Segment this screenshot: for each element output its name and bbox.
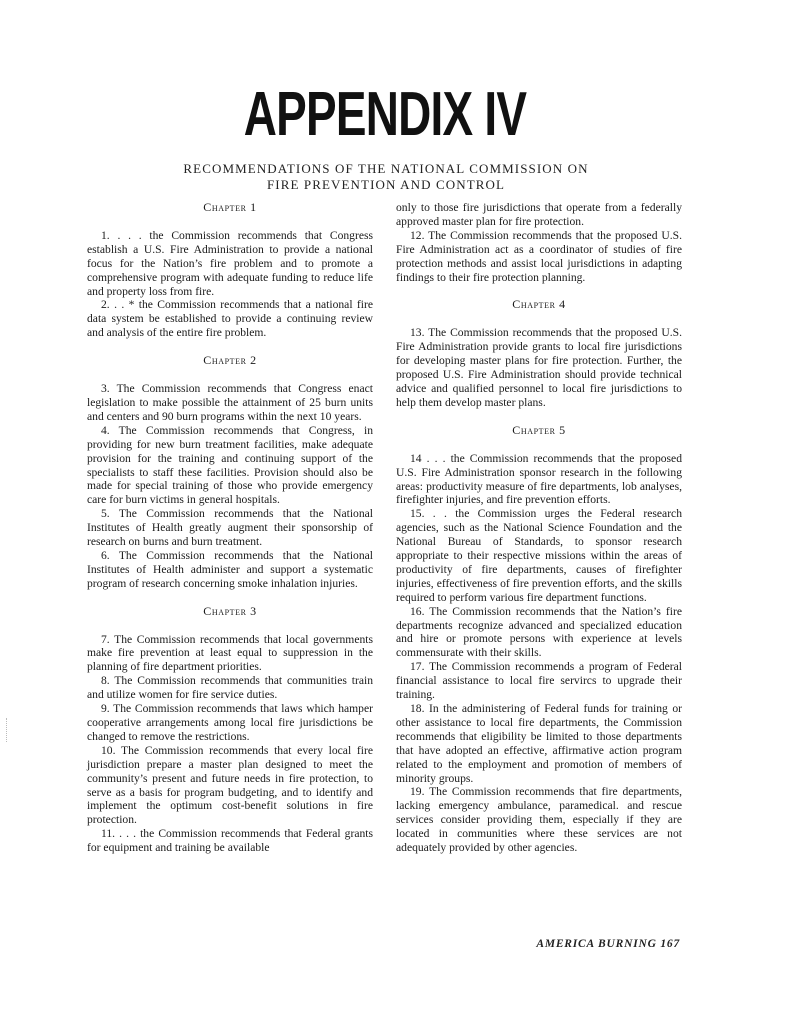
recommendation-17: 17. The Commission recommends a program of Federal financial assistance to local fire servircs to upgrade their training. <box>396 660 682 702</box>
recommendation-19: 19. The Commission recommends that fire departments, lacking emergency ambulance, paramedical. and rescue services consider providing them, especially if they are located in communities where these services are not adequately provided by other agencies. <box>396 785 682 855</box>
subtitle-line-1: RECOMMENDATIONS OF THE NATIONAL COMMISSION ON <box>183 161 589 176</box>
chapter-1-heading: Chapter 1 <box>203 200 257 214</box>
recommendation-15: 15. . . the Commission urges the Federal research agencies, such as the National Science Foundation and the National Bureau of Standards, to sponsor research appropriate to their respective missions within the areas of productivity of fire departments, causes of firefighter injuries, effectiveness of fire prevention efforts, and the skills required to perform various fire department functions. <box>396 507 682 604</box>
chapter-3-heading: Chapter 3 <box>203 603 257 618</box>
recommendation-6: 6. The Commission recommends that the National Institutes of Health administer and support a systematic program of research concerning smoke inhalation injuries. <box>87 548 373 590</box>
recommendation-11: 11. . . . the Commission recommends that Federal grants for equipment and training be available <box>87 827 373 855</box>
page-footer: AMERICA BURNING 167 <box>536 938 680 950</box>
recommendation-7: 7. The Commission recommends that local governments make fire prevention at least equal to suppression in the planning of fire department priorities. <box>87 632 373 674</box>
recommendation-8: 8. The Commission recommends that communities train and utilize women for fire service duties. <box>87 674 373 702</box>
appendix-subtitle <box>0 161 772 193</box>
recommendation-11-continued: only to those fire jurisdictions that operate from a federally approved master plan for fire protection. <box>396 201 682 228</box>
recommendation-18: 18. In the administering of Federal funds for training or other assistance to local fire departments, the Commission recommends that eligibility be limited to those departments that have adopted an effective, affirmative action program related to the employment and promotion of members of minority groups. <box>396 702 682 785</box>
left-column <box>87 201 373 855</box>
recommendation-1: 1. . . . the Commission recommends that Congress establish a U.S. Fire Administration to provide a national focus for the Nation’s fire problem and to promote a comprehensive program with adequate funding to reduce life and property loss from fire. <box>87 228 373 298</box>
appendix-title: APPENDIX IV <box>243 80 527 149</box>
recommendation-10: 10. The Commission recommends that every local fire jurisdiction prepare a master plan designed to meet the community’s present and future needs in fire protection, to serve as a basis for program budgeting, and to identify and implement the optimum cost-benefit solutions in fire protection. <box>87 743 373 827</box>
recommendation-4: 4. The Commission recommends that Congress, in providing for new burn treatment facilities, make adequate provision for the training and continuing support of the specialists to staff these facilities. Provision should also be made for special training of those who provide emergency care for burn victims in general hospitals. <box>87 423 373 507</box>
margin-mark <box>6 718 8 742</box>
recommendation-3: 3. The Commission recommends that Congress enact legislation to make possible the attainment of 25 burn units and centers and 90 burn programs within the next 10 years. <box>87 382 373 423</box>
recommendation-14: 14 . . . the Commission recommends that the proposed U.S. Fire Administration sponsor research in the following areas: productivity measure of fire departments, lob analyses, firefighter injuries, and fire prevention efforts. <box>396 451 682 507</box>
recommendation-5: 5. The Commission recommends that the National Institutes of Health greatly augment their sponsorship of research on burns and burn treatment. <box>87 507 373 549</box>
recommendation-9: 9. The Commission recommends that laws which hamper cooperative arrangements among local fire jurisdictions be changed to remove the restrictions. <box>87 702 373 743</box>
right-column <box>396 201 682 855</box>
recommendation-2: 2. . . * the Commission recommends that a national fire data system be established to provide a continuing review and analysis of the entire fire problem. <box>87 298 373 340</box>
recommendation-13: 13. The Commission recommends that the proposed U.S. Fire Administration provide grants to local fire jurisdictions for developing master plans for fire protection. Further, the proposed U.S. Fire Administration should provide technical advice and qualified personnel to local fire jurisdictions to help them develop master plans. <box>396 326 682 409</box>
chapter-4-heading: Chapter 4 <box>512 297 566 312</box>
chapter-5-heading: Chapter 5 <box>512 422 566 437</box>
subtitle-line-2: FIRE PREVENTION AND CONTROL <box>266 177 506 192</box>
recommendation-12: 12. The Commission recommends that the proposed U.S. Fire Administration act as a coordinator of studies of fire protection methods and assist local jurisdictions in adapting findings to their fire protection planning. <box>396 228 682 284</box>
recommendation-16: 16. The Commission recommends that the Nation’s fire departments recognize advanced and specialized education and hire or promote persons with experience at levels commensurate with their skills. <box>396 604 682 660</box>
chapter-2-heading: Chapter 2 <box>203 353 257 368</box>
